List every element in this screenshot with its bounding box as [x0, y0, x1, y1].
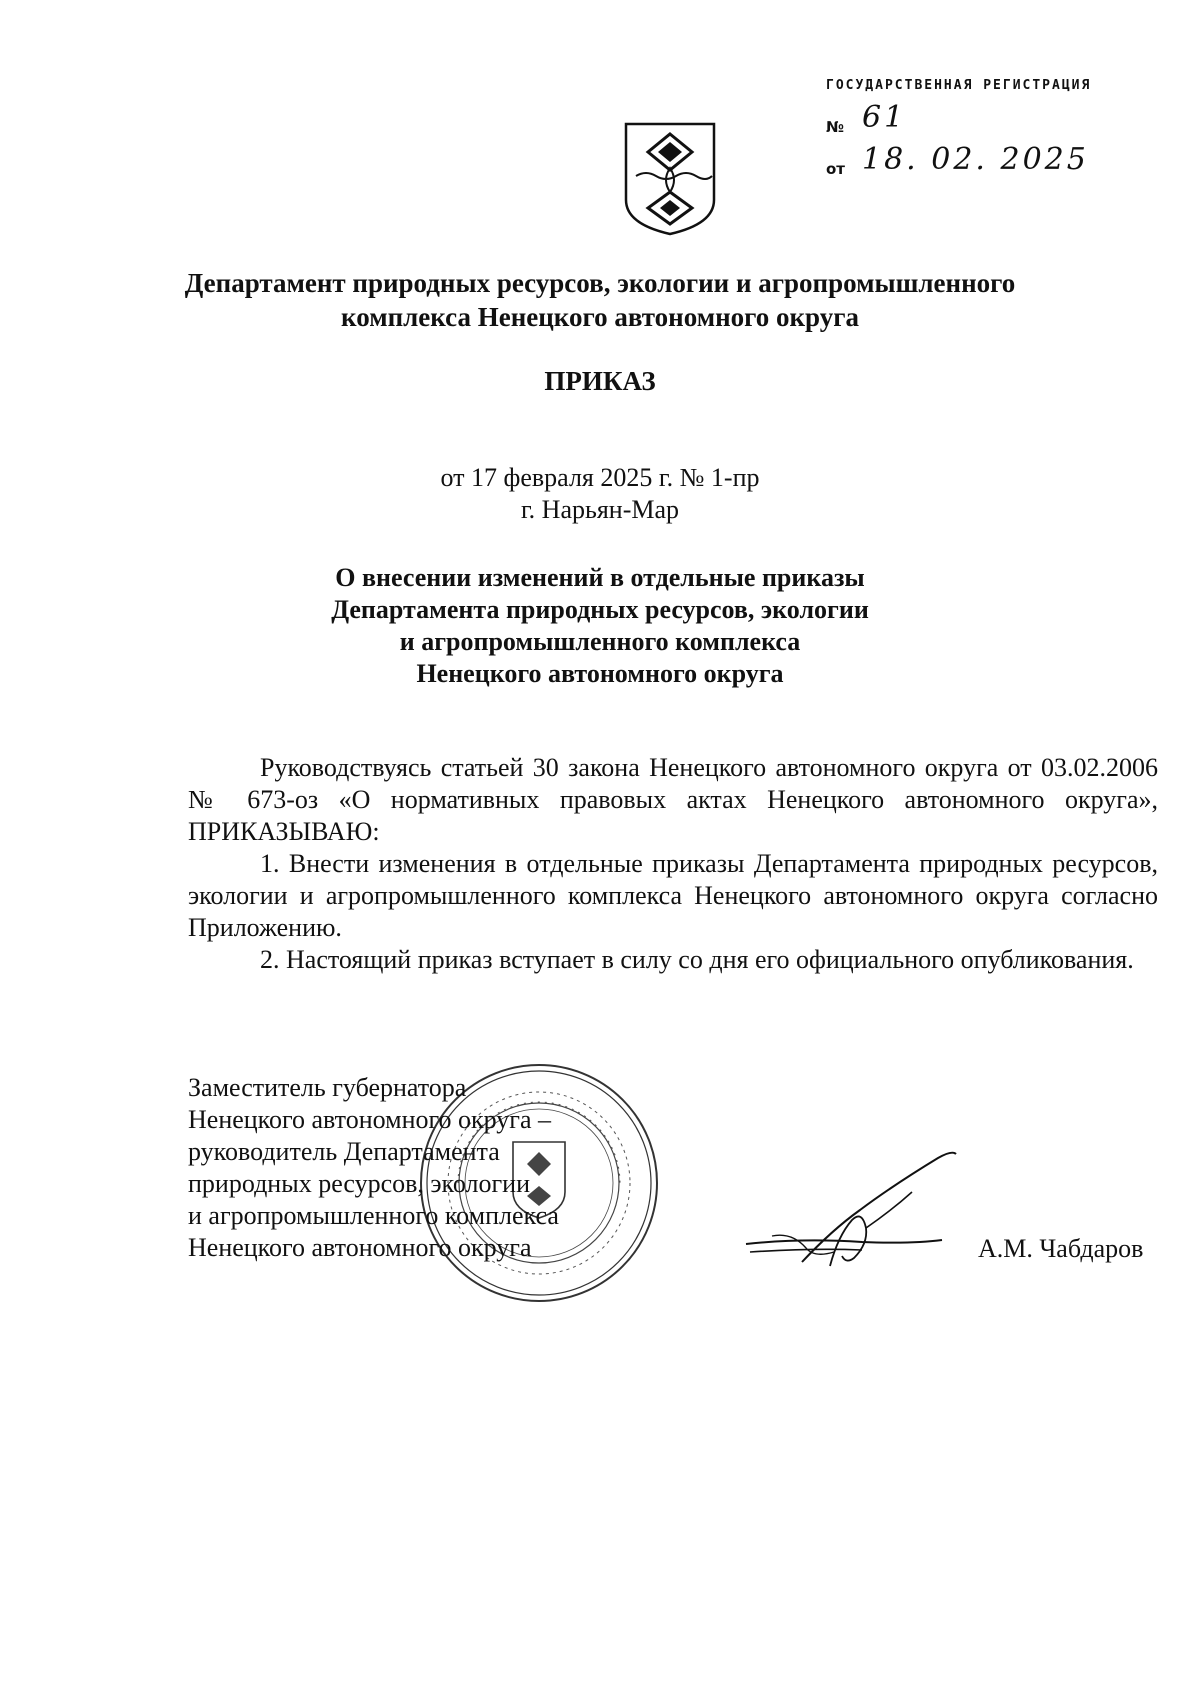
document-type: ПРИКАЗ: [544, 366, 656, 396]
body-item-1: 1. Внести изменения в отдельные приказы Департамента природных ресурсов, экологии и агропромышленного комплекса Ненецкого автономного округа согласно Приложению.: [188, 849, 1158, 942]
document-city: г. Нарьян-Мар: [520, 495, 680, 524]
document-date-number: от 17 февраля 2025 г. № 1-пр: [440, 463, 760, 492]
handwritten-signature-icon: [742, 1140, 982, 1280]
registration-stamp: [826, 78, 1166, 178]
body-item-2: 2. Настоящий приказ вступает в силу со дня его официального опубликования.: [260, 945, 1134, 974]
body-preamble: Руководствуясь статьей 30 закона Ненецкого автономного округа от 03.02.2006 № 673-оз «О нормативных правовых актах Ненецкого автономного округа», ПРИКАЗЫВАЮ:: [188, 753, 1158, 846]
signature-position-line-1: Заместитель губернатора: [188, 1073, 467, 1102]
subject-line-2: Департамента природных ресурсов, экологии: [331, 595, 869, 624]
nao-coat-of-arms-icon: [622, 120, 718, 238]
registration-number-value: 61: [862, 100, 907, 135]
signature-position-line-3: руководитель Департамента: [188, 1137, 500, 1166]
registration-title: ГОСУДАРСТВЕННАЯ РЕГИСТРАЦИЯ: [826, 78, 1092, 93]
registration-date-value: 18. 02. 2025: [862, 142, 1089, 177]
signature-position-line-2: Ненецкого автономного округа –: [188, 1105, 551, 1134]
subject-line-1: О внесении изменений в отдельные приказы: [335, 563, 865, 592]
organization-title: [0, 266, 1200, 334]
registration-date-label: от: [826, 160, 845, 178]
document-date-block: [0, 462, 1200, 526]
signature-position-line-5: и агропромышленного комплекса: [188, 1201, 559, 1230]
organization-line-1: Департамент природных ресурсов, экологии и агропромышленного: [184, 268, 1016, 298]
signatory-name: А.М. Чабдаров: [978, 1234, 1144, 1263]
organization-line-2: комплекса Ненецкого автономного округа: [341, 302, 859, 332]
signature-position-line-6: Ненецкого автономного округа: [188, 1233, 532, 1262]
signature-position: [188, 1072, 559, 1264]
subject-line-3: и агропромышленного комплекса: [399, 627, 801, 656]
registration-number-label: №: [826, 118, 845, 136]
subject-line-4: Ненецкого автономного округа: [416, 659, 784, 688]
document-subject: [0, 562, 1200, 690]
signature-position-line-4: природных ресурсов, экологии: [188, 1169, 530, 1198]
document-body: [188, 752, 1158, 976]
